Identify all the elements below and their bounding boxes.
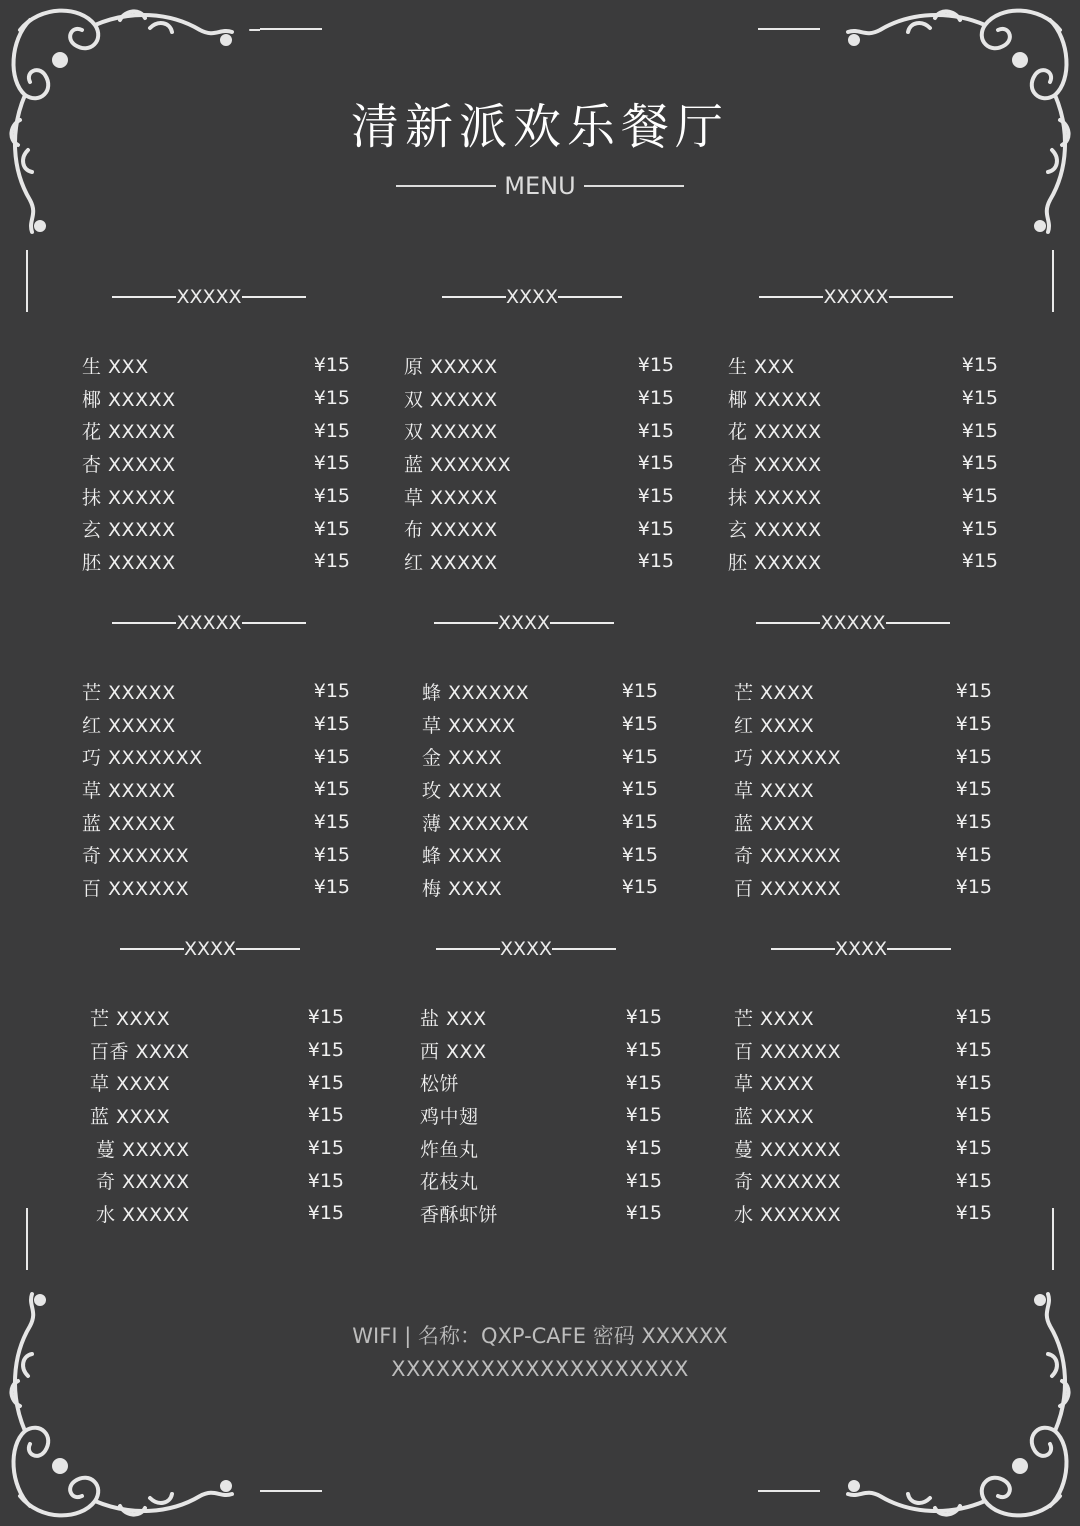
menu-section xyxy=(68,285,350,578)
section-title: XXXX xyxy=(497,612,551,634)
menu-item xyxy=(734,1132,992,1165)
item-name: 红 XXXX xyxy=(734,714,815,737)
item-name: 双 XXXXX xyxy=(404,388,498,411)
item-price: ¥15 xyxy=(955,1137,992,1160)
item-name: 抹 XXXXX xyxy=(728,486,822,509)
item-price: ¥15 xyxy=(313,745,350,768)
item-price: ¥15 xyxy=(955,876,992,899)
item-price: ¥15 xyxy=(625,1071,662,1094)
menu-item xyxy=(728,349,998,382)
item-price: ¥15 xyxy=(625,1137,662,1160)
item-name: 红 XXXXX xyxy=(82,714,176,737)
item-name: 玄 XXXXX xyxy=(82,519,176,542)
item-name: 芒 XXXX xyxy=(90,1007,171,1030)
menu-item xyxy=(82,447,350,480)
divider xyxy=(442,296,506,298)
item-name: 红 XXXXX xyxy=(404,551,498,574)
section-title: XXXXX xyxy=(176,286,242,308)
item-price: ¥15 xyxy=(307,1039,344,1062)
menu-item xyxy=(422,675,658,708)
menu-section xyxy=(390,611,658,904)
menu-item xyxy=(82,512,350,545)
menu-item xyxy=(734,675,992,708)
item-price: ¥15 xyxy=(955,713,992,736)
menu-item xyxy=(82,545,350,578)
item-price: ¥15 xyxy=(637,387,674,410)
item-price: ¥15 xyxy=(307,1137,344,1160)
item-price: ¥15 xyxy=(625,1104,662,1127)
item-name: 巧 XXXXXXX xyxy=(82,747,203,770)
menu-item xyxy=(404,480,674,513)
item-list xyxy=(714,349,998,578)
border-line xyxy=(260,28,322,30)
menu-item xyxy=(82,480,350,513)
section-title: XXXXX xyxy=(176,612,242,634)
item-name: 椰 XXXXX xyxy=(728,388,822,411)
menu-item xyxy=(82,708,350,741)
item-price: ¥15 xyxy=(313,680,350,703)
section-header xyxy=(714,285,998,309)
menu-item xyxy=(404,545,674,578)
item-price: ¥15 xyxy=(955,745,992,768)
item-name: 蔓 XXXXXX xyxy=(734,1138,842,1161)
item-list xyxy=(730,1001,992,1230)
item-price: ¥15 xyxy=(307,1006,344,1029)
item-name: 盐 XXX xyxy=(420,1007,487,1030)
item-price: ¥15 xyxy=(307,1071,344,1094)
menu-item xyxy=(404,349,674,382)
item-price: ¥15 xyxy=(313,550,350,573)
menu-item xyxy=(82,382,350,415)
item-price: ¥15 xyxy=(961,452,998,475)
menu-section xyxy=(76,937,344,1230)
item-price: ¥15 xyxy=(621,680,658,703)
item-name: 巧 XXXXXX xyxy=(734,747,842,770)
section-header xyxy=(68,611,350,635)
item-name: 草 XXXXX xyxy=(404,486,498,509)
item-price: ¥15 xyxy=(955,1039,992,1062)
divider xyxy=(756,622,820,624)
menu-item xyxy=(420,1001,662,1034)
menu-item xyxy=(728,512,998,545)
item-name: 蓝 XXXXX xyxy=(82,812,176,835)
item-price: ¥15 xyxy=(313,419,350,442)
item-name: 草 XXXX xyxy=(734,1073,815,1096)
menu-item xyxy=(90,1034,344,1067)
section-header xyxy=(68,285,350,309)
divider xyxy=(550,622,614,624)
border-line xyxy=(1052,1208,1054,1270)
item-name: 胚 XXXXX xyxy=(82,551,176,574)
item-price: ¥15 xyxy=(625,1006,662,1029)
item-price: ¥15 xyxy=(961,354,998,377)
section-header xyxy=(730,937,992,961)
item-price: ¥15 xyxy=(621,876,658,899)
menu-item xyxy=(82,740,350,773)
menu-item xyxy=(422,871,658,904)
item-price: ¥15 xyxy=(621,811,658,834)
menu-item xyxy=(734,1197,992,1230)
item-name: 胚 XXXXX xyxy=(728,551,822,574)
item-price: ¥15 xyxy=(955,1202,992,1225)
menu-item xyxy=(82,675,350,708)
item-name: 椰 XXXXX xyxy=(82,388,176,411)
item-name: 奇 XXXXXX xyxy=(82,845,190,868)
menu-item xyxy=(90,1164,344,1197)
item-name: 芒 XXXXX xyxy=(82,681,176,704)
menu-item xyxy=(420,1132,662,1165)
item-price: ¥15 xyxy=(313,452,350,475)
border-line xyxy=(758,1490,820,1492)
menu-section xyxy=(390,285,674,578)
item-list xyxy=(714,675,992,904)
item-name: 蓝 XXXX xyxy=(734,1105,815,1128)
item-price: ¥15 xyxy=(621,778,658,801)
item-name: 生 XXX xyxy=(728,355,795,378)
item-name: 奇 XXXXXX xyxy=(734,1171,842,1194)
menu-item xyxy=(82,871,350,904)
item-price: ¥15 xyxy=(307,1169,344,1192)
item-name: 炸鱼丸 xyxy=(420,1138,479,1161)
divider xyxy=(242,296,306,298)
menu-item xyxy=(734,806,992,839)
item-list xyxy=(390,349,674,578)
border-line xyxy=(758,28,820,30)
item-price: ¥15 xyxy=(637,419,674,442)
menu-item xyxy=(420,1197,662,1230)
item-price: ¥15 xyxy=(313,778,350,801)
section-title: XXXXX xyxy=(823,286,889,308)
item-price: ¥15 xyxy=(625,1169,662,1192)
item-name: 芒 XXXX xyxy=(734,681,815,704)
item-name: 百香 XXXX xyxy=(90,1040,190,1063)
item-price: ¥15 xyxy=(313,876,350,899)
item-name: 芒 XXXX xyxy=(734,1007,815,1030)
section-header xyxy=(390,285,674,309)
item-price: ¥15 xyxy=(621,745,658,768)
menu-section xyxy=(390,937,662,1230)
divider xyxy=(886,622,950,624)
menu-item xyxy=(90,1132,344,1165)
item-name: 杏 XXXXX xyxy=(728,453,822,476)
menu-item xyxy=(734,838,992,871)
item-name: 花枝丸 xyxy=(420,1171,479,1194)
item-price: ¥15 xyxy=(307,1104,344,1127)
menu-item xyxy=(422,708,658,741)
item-price: ¥15 xyxy=(637,354,674,377)
item-name: 草 XXXX xyxy=(90,1073,171,1096)
item-price: ¥15 xyxy=(625,1202,662,1225)
divider xyxy=(436,948,500,950)
menu-item xyxy=(422,740,658,773)
item-list xyxy=(390,675,658,904)
menu-item xyxy=(82,349,350,382)
footer-text: XXXXXXXXXXXXXXXXXXXX xyxy=(391,1357,689,1381)
menu-item xyxy=(82,414,350,447)
item-price: ¥15 xyxy=(637,452,674,475)
item-name: 杏 XXXXX xyxy=(82,453,176,476)
item-name: 蓝 XXXXXX xyxy=(404,453,512,476)
divider xyxy=(112,296,176,298)
menu-item xyxy=(90,1066,344,1099)
menu-item xyxy=(404,512,674,545)
item-name: 玄 XXXXX xyxy=(728,519,822,542)
menu-item xyxy=(728,447,998,480)
restaurant-title: 清新派欢乐餐厅 xyxy=(350,99,729,155)
divider xyxy=(434,622,498,624)
menu-subtitle xyxy=(0,172,1080,200)
subtitle-text: MENU xyxy=(504,172,576,200)
wifi-info: WIFI | 名称：QXP-CAFE 密码 XXXXXX xyxy=(352,1324,728,1348)
item-price: ¥15 xyxy=(313,843,350,866)
menu-item xyxy=(90,1099,344,1132)
menu-item xyxy=(422,773,658,806)
item-name: 水 XXXXX xyxy=(96,1203,190,1226)
item-list xyxy=(76,1001,344,1230)
menu-item xyxy=(90,1001,344,1034)
item-price: ¥15 xyxy=(961,517,998,540)
section-title: XXXX xyxy=(499,938,553,960)
section-header xyxy=(714,611,992,635)
menu-item xyxy=(420,1099,662,1132)
item-name: 玫 XXXX xyxy=(422,779,503,802)
item-name: 百 XXXXXX xyxy=(82,877,190,900)
item-price: ¥15 xyxy=(625,1039,662,1062)
item-price: ¥15 xyxy=(955,811,992,834)
menu-section xyxy=(730,937,992,1230)
item-price: ¥15 xyxy=(955,778,992,801)
item-price: ¥15 xyxy=(313,354,350,377)
item-price: ¥15 xyxy=(621,713,658,736)
menu-item xyxy=(422,806,658,839)
divider xyxy=(112,622,176,624)
item-name: 鸡中翅 xyxy=(420,1105,479,1128)
item-name: 草 XXXXX xyxy=(82,779,176,802)
item-name: 双 XXXXX xyxy=(404,421,498,444)
item-name: 原 XXXXX xyxy=(404,355,498,378)
menu-item xyxy=(420,1066,662,1099)
menu-section xyxy=(714,285,998,578)
menu-item xyxy=(420,1164,662,1197)
item-name: 草 XXXX xyxy=(734,779,815,802)
menu-item xyxy=(734,773,992,806)
item-price: ¥15 xyxy=(313,811,350,834)
divider xyxy=(242,622,306,624)
item-name: 蔓 XXXXX xyxy=(96,1138,190,1161)
menu-item xyxy=(82,806,350,839)
section-header xyxy=(390,937,662,961)
item-price: ¥15 xyxy=(313,485,350,508)
item-price: ¥15 xyxy=(313,387,350,410)
item-name: 奇 XXXXX xyxy=(96,1171,190,1194)
menu-item xyxy=(734,708,992,741)
divider xyxy=(887,948,951,950)
divider xyxy=(759,296,823,298)
item-price: ¥15 xyxy=(621,843,658,866)
item-name: 花 XXXXX xyxy=(82,421,176,444)
item-name: 蓝 XXXX xyxy=(90,1105,171,1128)
menu-item xyxy=(728,414,998,447)
item-name: 梅 XXXX xyxy=(422,877,503,900)
menu-item xyxy=(404,382,674,415)
menu-item xyxy=(734,871,992,904)
border-line xyxy=(26,250,28,312)
item-name: 布 XXXXX xyxy=(404,519,498,542)
item-price: ¥15 xyxy=(961,550,998,573)
item-price: ¥15 xyxy=(955,1071,992,1094)
menu-item xyxy=(422,838,658,871)
item-name: 金 XXXX xyxy=(422,747,503,770)
menu-item xyxy=(420,1034,662,1067)
item-name: 香酥虾饼 xyxy=(420,1203,499,1226)
item-price: ¥15 xyxy=(307,1202,344,1225)
item-price: ¥15 xyxy=(955,843,992,866)
divider xyxy=(236,948,300,950)
item-name: 抹 XXXXX xyxy=(82,486,176,509)
item-list xyxy=(68,349,350,578)
item-name: 花 XXXXX xyxy=(728,421,822,444)
section-title: XXXXX xyxy=(820,612,886,634)
menu-item xyxy=(734,740,992,773)
item-price: ¥15 xyxy=(637,485,674,508)
item-price: ¥15 xyxy=(961,485,998,508)
item-price: ¥15 xyxy=(637,517,674,540)
item-price: ¥15 xyxy=(961,387,998,410)
item-name: 薄 XXXXXX xyxy=(422,812,530,835)
item-name: 蜂 XXXXXX xyxy=(422,681,530,704)
section-header xyxy=(76,937,344,961)
item-price: ¥15 xyxy=(313,713,350,736)
item-name: 百 XXXXXX xyxy=(734,1040,842,1063)
border-line xyxy=(1052,250,1054,312)
divider xyxy=(584,185,684,187)
menu-item xyxy=(728,545,998,578)
menu-section xyxy=(68,611,350,904)
item-name: 百 XXXXXX xyxy=(734,877,842,900)
menu-item xyxy=(82,773,350,806)
item-price: ¥15 xyxy=(955,1104,992,1127)
section-title: XXXX xyxy=(505,286,559,308)
divider xyxy=(552,948,616,950)
border-line xyxy=(260,1490,322,1492)
section-title: XXXX xyxy=(834,938,888,960)
menu-item xyxy=(734,1164,992,1197)
divider xyxy=(558,296,622,298)
section-header xyxy=(390,611,658,635)
item-price: ¥15 xyxy=(955,1006,992,1029)
item-price: ¥15 xyxy=(313,517,350,540)
item-name: 蓝 XXXX xyxy=(734,812,815,835)
item-price: ¥15 xyxy=(955,680,992,703)
item-name: 草 XXXXX xyxy=(422,714,516,737)
item-name: 生 XXX xyxy=(82,355,149,378)
menu-item xyxy=(728,382,998,415)
item-price: ¥15 xyxy=(637,550,674,573)
menu-section xyxy=(714,611,992,904)
menu-item xyxy=(90,1197,344,1230)
item-name: 奇 XXXXXX xyxy=(734,845,842,868)
menu-item xyxy=(404,414,674,447)
divider xyxy=(889,296,953,298)
item-price: ¥15 xyxy=(955,1169,992,1192)
divider xyxy=(120,948,184,950)
item-name: 水 XXXXXX xyxy=(734,1203,842,1226)
menu-item xyxy=(82,838,350,871)
item-list xyxy=(68,675,350,904)
item-list xyxy=(390,1001,662,1230)
section-title: XXXX xyxy=(183,938,237,960)
border-line xyxy=(26,1208,28,1270)
item-price: ¥15 xyxy=(961,419,998,442)
item-name: 松饼 xyxy=(420,1073,460,1096)
menu-item xyxy=(404,447,674,480)
menu-item xyxy=(734,1001,992,1034)
divider xyxy=(396,185,496,187)
menu-item xyxy=(728,480,998,513)
menu-item xyxy=(734,1034,992,1067)
item-name: 西 XXX xyxy=(420,1040,487,1063)
menu-item xyxy=(734,1066,992,1099)
item-name: 蜂 XXXX xyxy=(422,845,503,868)
divider xyxy=(771,948,835,950)
menu-item xyxy=(734,1099,992,1132)
